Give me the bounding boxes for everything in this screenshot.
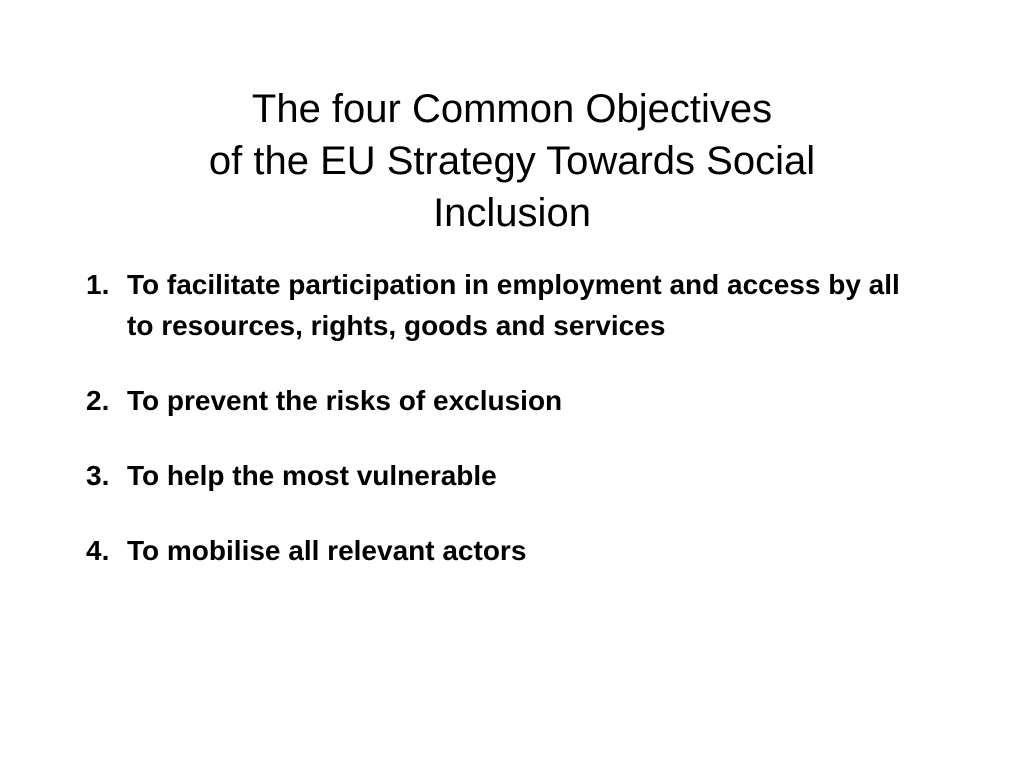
title-line-3: Inclusion	[433, 190, 591, 235]
slide-title	[112, 83, 912, 239]
objective-item-3	[86, 455, 906, 496]
title-line-2: of the EU Strategy Towards Social	[208, 138, 816, 183]
objective-item-2	[86, 380, 906, 421]
objective-number: 4.	[86, 535, 110, 566]
objective-number: 1.	[86, 269, 110, 300]
objective-item-4	[86, 530, 906, 571]
objective-text: To mobilise all relevant actors	[127, 535, 527, 566]
objective-text: To prevent the risks of exclusion	[127, 385, 563, 416]
objective-number: 2.	[86, 385, 110, 416]
objective-number: 3.	[86, 460, 110, 491]
objective-item-1	[86, 264, 906, 346]
title-line-1: The four Common Objectives	[251, 86, 773, 131]
objective-text: To facilitate participation in employment and access by all to resources, rights, goods and services	[127, 269, 900, 341]
objectives-list	[86, 264, 906, 605]
objective-text: To help the most vulnerable	[127, 460, 497, 491]
